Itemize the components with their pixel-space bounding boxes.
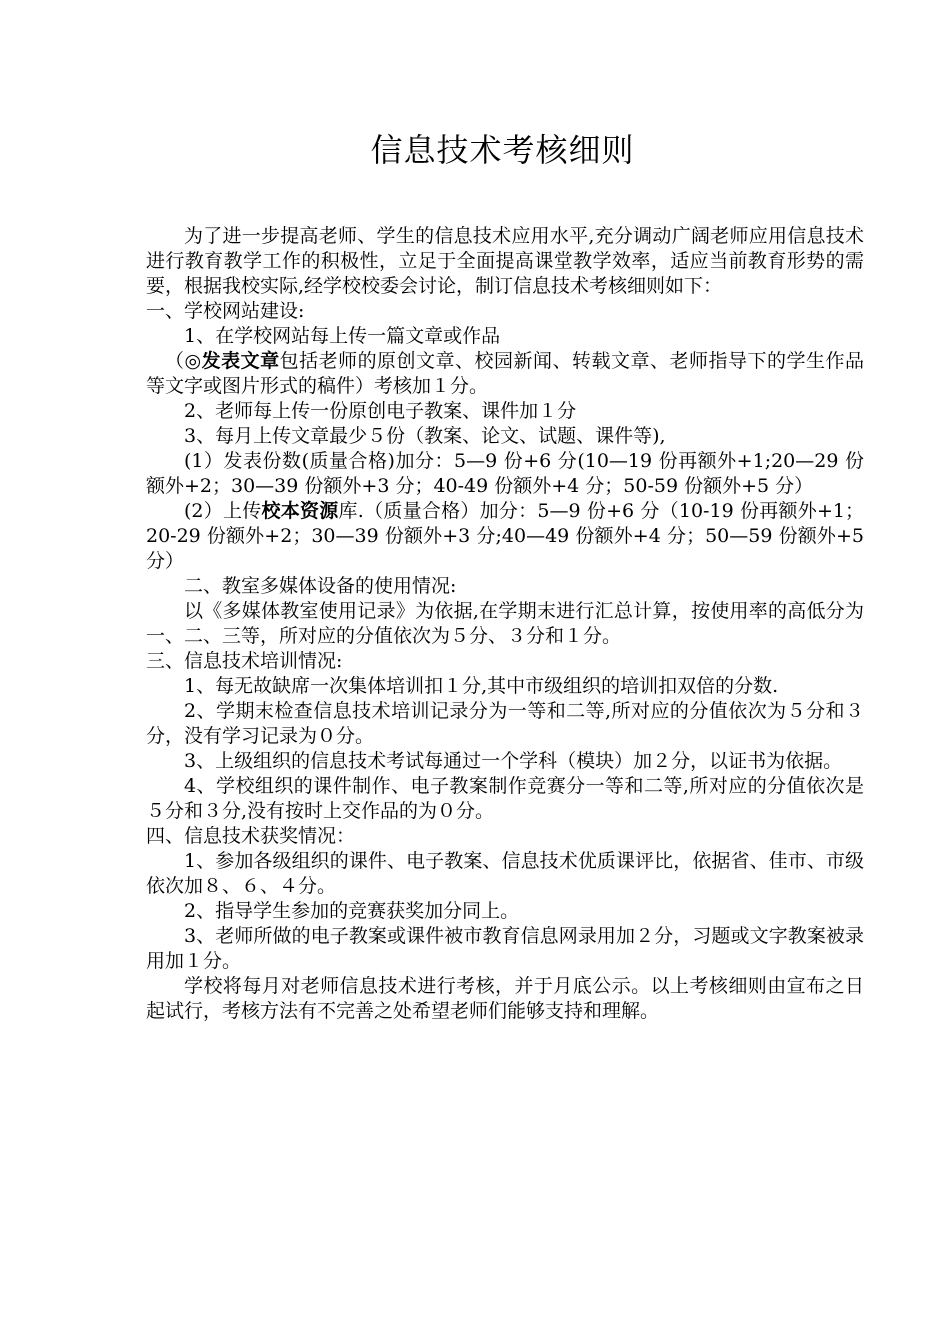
section-2-heading: 二、教室多媒体设备的使用情况: xyxy=(184,575,457,597)
intro-paragraph: 为了进一步提高老师、学生的信息技术应用水平,充分调动广阔老师应用信息技术进行教育教学工作的积极性，立足于全面提高课堂教学效率，适应当前教育形势的需要，根据我校实际,经学校校委会讨论，制订信息技术考核细则如下： xyxy=(146,225,864,297)
item-3b-text: 库.（质量合格）加分：5—9 份+6 分（10-19 份再额外+1；20-29 份额外+2；30—39 份额外+3 分;40—49 份额外+4 分；50—59 份额外+5 分） xyxy=(146,500,864,572)
detail-text: 包括老师的原创文章、校园新闻、转载文章、老师指导下的学生作品等文字或图片形式的稿件）考核加１分。 xyxy=(146,350,864,397)
document-title: 信息技术考核细则 xyxy=(370,131,635,169)
section-3-item-2: 2、学期末检查信息技术培训记录分为一等和二等,所对应的分值依次为５分和３分，没有学习记录为０分。 xyxy=(146,700,864,747)
section-1-item-3a: (1）发表份数(质量合格)加分：5—9 份+6 分(10—19 份再额外+1;20—29 份额外+2；30—39 份额外+3 分；40-49 份额外+4 分；50-59 份额外+5 分） xyxy=(146,450,864,497)
section-4-item-3: 3、老师所做的电子教案或课件被市教育信息网录用加２分，习题或文字教案被录用加１分。 xyxy=(146,925,864,972)
section-3-item-3: 3、上级组织的信息技术考试每通过一个学科（模块）加２分，以证书为依据。 xyxy=(184,750,843,772)
section-3-item-4: 4、学校组织的课件制作、电子教案制作竞赛分一等和二等,所对应的分值依次是５分和３分,没有按时上交作品的为０分。 xyxy=(146,775,864,822)
section-2-paragraph: 以《多媒体教室使用记录》为依据,在学期末进行汇总计算，按使用率的高低分为一、二、三等，所对应的分值依次为５分、３分和１分。 xyxy=(146,600,864,647)
section-3-heading: 三、信息技术培训情况: xyxy=(146,650,343,672)
bold-term-school-resources: 校本资源 xyxy=(261,500,339,522)
section-4-heading: 四、信息技术获奖情况： xyxy=(146,825,356,847)
closing-paragraph: 学校将每月对老师信息技术进行考核，并于月底公示。以上考核细则由宣布之日起试行，考核方法有不完善之处希望老师们能够支持和理解。 xyxy=(146,975,864,1022)
section-1-item-3: 3、每月上传文章最少５份（教案、论文、试题、课件等), xyxy=(184,425,666,447)
section-1-item-3b xyxy=(146,499,864,574)
section-1-item-1-detail xyxy=(146,349,864,399)
section-1-item-2: 2、老师每上传一份原创电子教案、课件加１分 xyxy=(184,400,577,422)
detail-prefix: （◎ xyxy=(165,350,202,372)
section-4-item-2: 2、指导学生参加的竞赛获奖加分同上。 xyxy=(184,900,520,922)
item-3b-prefix: (2）上传 xyxy=(184,500,262,522)
bold-term-publish-article: 发表文章 xyxy=(201,350,280,372)
section-3-item-1: 1、每无故缺席一次集体培训扣１分,其中市级组织的培训扣双倍的分数. xyxy=(184,675,779,697)
section-1-item-1: 1、在学校网站每上传一篇文章或作品 xyxy=(184,325,501,347)
section-4-item-1: 1、参加各级组织的课件、电子教案、信息技术优质课评比，依据省、佳市、市级依次加８、６、４分。 xyxy=(146,850,864,897)
section-1-heading: 一、学校网站建设: xyxy=(146,300,305,322)
document-body xyxy=(146,224,864,1024)
